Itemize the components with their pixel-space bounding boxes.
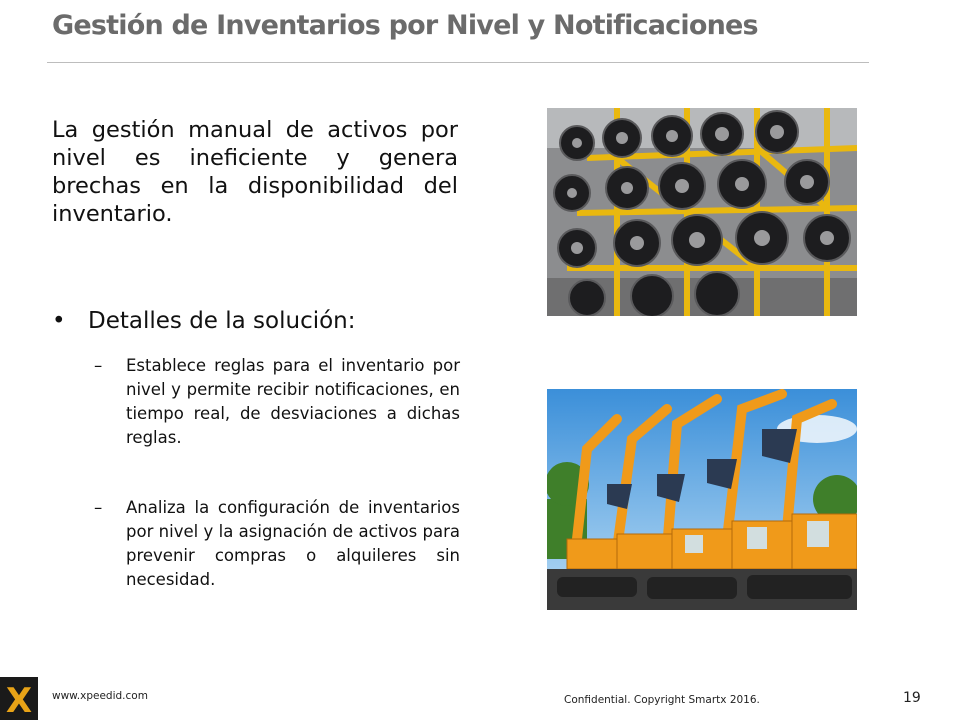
bullet-text: Detalles de la solución: — [88, 308, 356, 334]
axle-racks-photo — [547, 108, 857, 316]
page-number: 19 — [903, 690, 921, 706]
dash-symbol: – — [94, 498, 103, 517]
sub-item — [94, 354, 460, 450]
company-logo — [0, 677, 38, 720]
slide-title: Gestión de Inventarios por Nivel y Notificaciones — [52, 10, 758, 41]
bullet-symbol: • — [52, 308, 66, 334]
intro-paragraph: La gestión manual de activos por nivel es ineficiente y genera brechas en la disponibilidad del inventario. — [52, 117, 458, 227]
dash-symbol: – — [94, 356, 103, 375]
website-url: www.xpeedid.com — [52, 690, 148, 702]
confidential-notice: Confidential. Copyright Smartx 2016. — [564, 694, 760, 706]
sub-item — [94, 496, 460, 592]
sub-item-text: Establece reglas para el inventario por nivel y permite recibir notificaciones, en tiempo real, de desviaciones a dichas reglas. — [126, 356, 460, 447]
sub-item-text: Analiza la configuración de inventarios por nivel y la asignación de activos para prevenir compras o alquileres sin necesidad. — [126, 498, 460, 589]
logo-letter: X — [5, 681, 33, 720]
title-divider — [47, 62, 869, 63]
excavators-photo — [547, 389, 857, 610]
